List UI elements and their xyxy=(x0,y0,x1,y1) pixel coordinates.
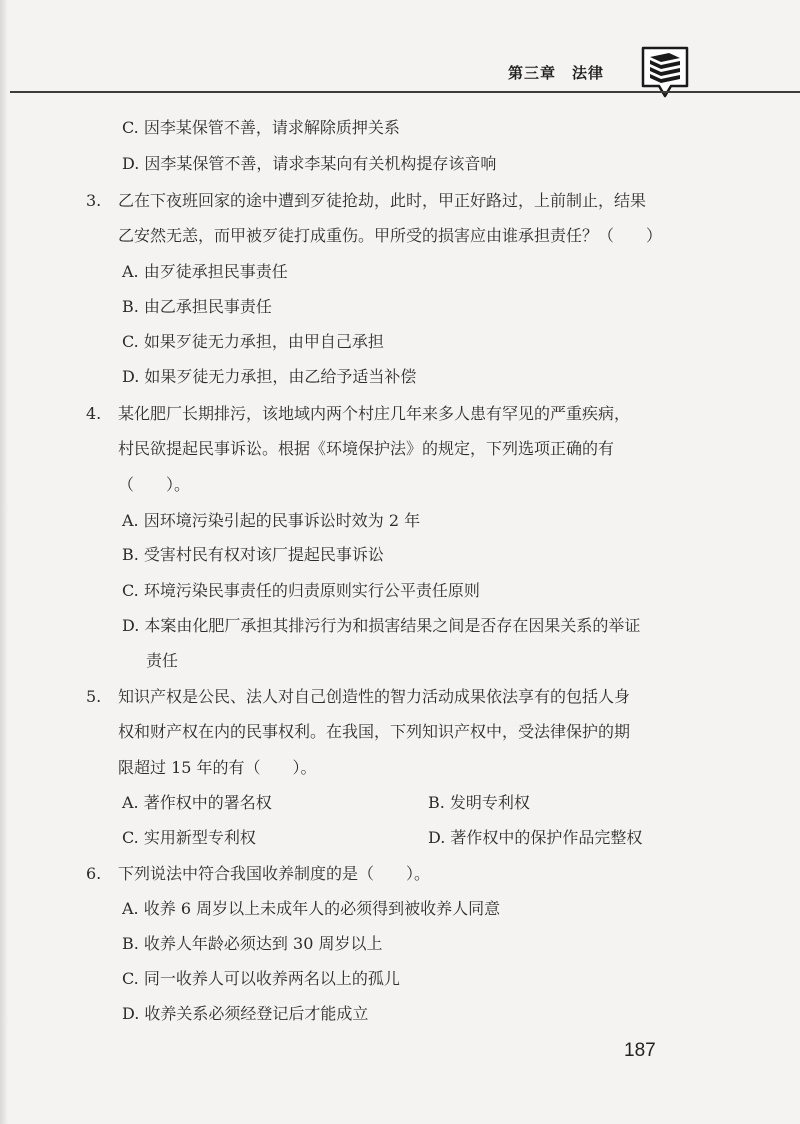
question-stem-line: 村民欲提起民事诉讼。根据《环境保护法》的规定，下列选项正确的有 xyxy=(118,439,615,458)
option-c: C. 同一收养人可以收养两名以上的孤儿 xyxy=(122,969,400,988)
question-stem-line: 知识产权是公民、法人对自己创造性的智力活动成果依法享有的包括人身 xyxy=(118,687,631,706)
option-a: A. 由歹徒承担民事责任 xyxy=(122,262,288,281)
option-b: B. 由乙承担民事责任 xyxy=(122,297,272,316)
option-d-continuation: 责任 xyxy=(146,651,179,670)
question-stem-line: 下列说法中符合我国收养制度的是（ ）。 xyxy=(118,864,431,883)
option-d: D. 著作权中的保护作品完整权 xyxy=(428,828,643,847)
question-stem-line: 限超过 15 年的有（ ）。 xyxy=(118,758,317,777)
option-a: A. 著作权中的署名权 xyxy=(122,793,272,812)
option-c: C. 实用新型专利权 xyxy=(122,828,256,847)
option-c: C. 环境污染民事责任的归责原则实行公平责任原则 xyxy=(122,581,480,600)
question-number: 5. xyxy=(86,687,102,706)
question-stem-line: 某化肥厂长期排污，该地域内两个村庄几年来多人患有罕见的严重疾病， xyxy=(118,404,631,423)
option-b: B. 受害村民有权对该厂提起民事诉讼 xyxy=(122,545,384,564)
question-number: 3. xyxy=(86,191,102,210)
page-header xyxy=(0,0,800,100)
page-number: 187 xyxy=(624,1040,656,1061)
option-a: A. 因环境污染引起的民事诉讼时效为 2 年 xyxy=(122,511,421,530)
question-stem-line: 权和财产权在内的民事权利。在我国，下列知识产权中，受法律保护的期 xyxy=(118,722,631,741)
question-number: 6. xyxy=(86,864,102,883)
question-stem-line: 乙在下夜班回家的途中遭到歹徒抢劫，此时，甲正好路过，上前制止，结果 xyxy=(118,191,647,210)
option-c: C. 如果歹徒无力承担，由甲自己承担 xyxy=(122,332,384,351)
page-edge xyxy=(0,0,8,1124)
question-stem-line: （ ）。 xyxy=(118,475,191,494)
option-a: A. 收养 6 周岁以上未成年人的必须得到被收养人同意 xyxy=(122,899,501,918)
header-rule xyxy=(10,91,800,93)
option-d: D. 收养关系必须经登记后才能成立 xyxy=(122,1004,369,1023)
question-stem-line: 乙安然无恙，而甲被歹徒打成重伤。甲所受的损害应由谁承担责任？（ ） xyxy=(118,226,663,245)
option-c: C. 因李某保管不善，请求解除质押关系 xyxy=(122,118,400,137)
option-b: B. 收养人年龄必须达到 30 周岁以上 xyxy=(122,934,383,953)
option-d: D. 如果歹徒无力承担，由乙给予适当补偿 xyxy=(122,367,417,386)
option-d: D. 本案由化肥厂承担其排污行为和损害结果之间是否存在因果关系的举证 xyxy=(122,616,641,635)
question-number: 4. xyxy=(86,404,102,423)
option-d: D. 因李某保管不善，请求李某向有关机构提存该音响 xyxy=(122,154,497,173)
option-b: B. 发明专利权 xyxy=(428,793,530,812)
chapter-title: 第三章 法律 xyxy=(508,64,605,82)
